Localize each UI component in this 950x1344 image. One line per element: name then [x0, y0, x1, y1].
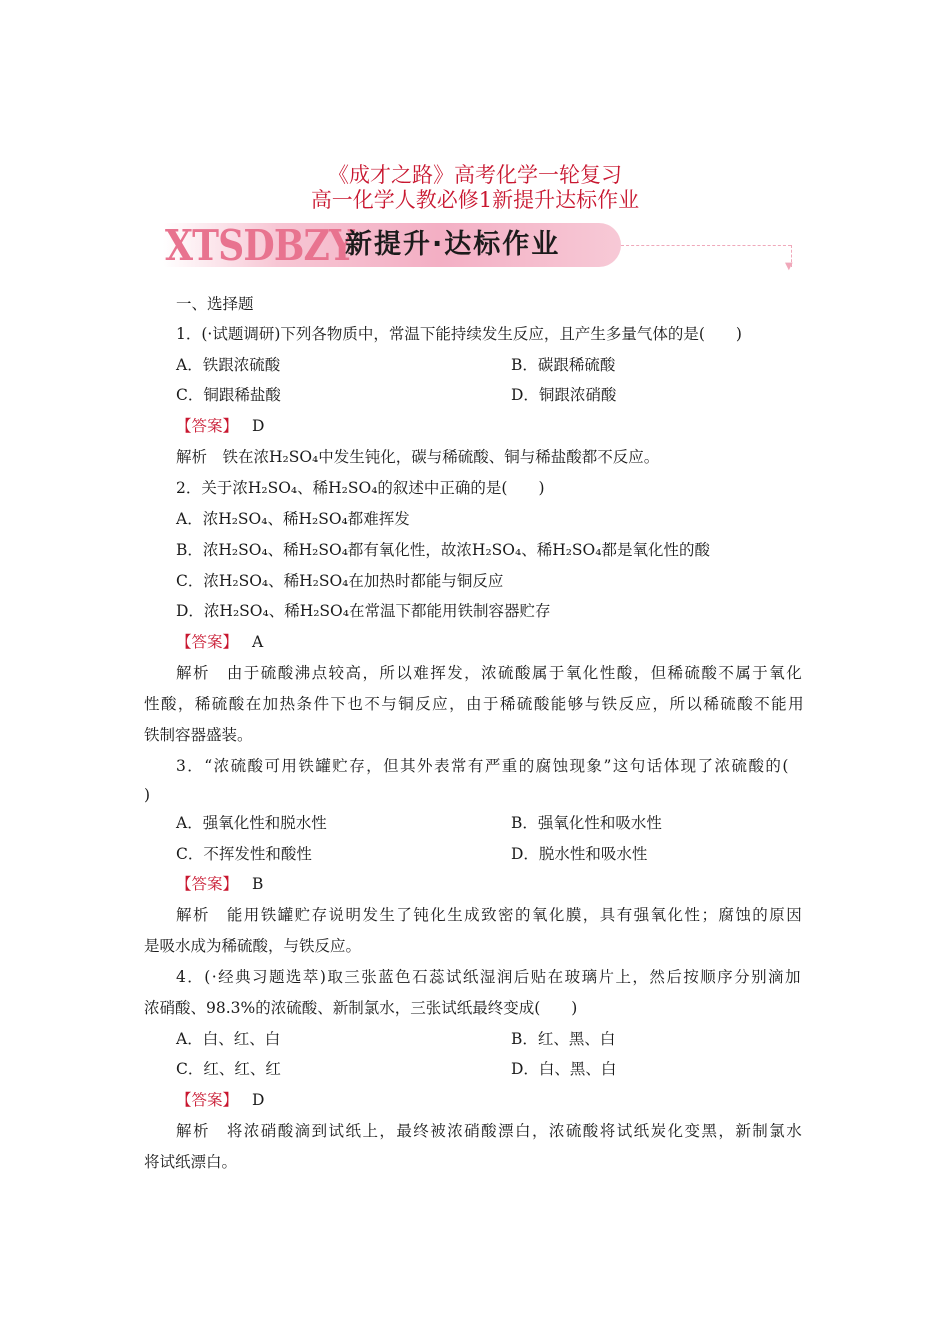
q3-option-d: D．脱水性和吸水性 [511, 845, 648, 863]
q2-stem: 2．关于浓H₂SO₄、稀H₂SO₄的叙述中正确的是( ) [176, 479, 545, 497]
q2-analysis-line-2: 性酸，稀硫酸在加热条件下也不与铜反应，由于稀硫酸能够与铁反应，所以稀硫酸不能用 [144, 695, 806, 713]
banner-code: XTSDBZY [165, 221, 354, 270]
q1-option-a: A．铁跟浓硫酸 [176, 356, 281, 374]
q3-option-b: B．强氧化性和吸水性 [511, 814, 662, 832]
q1-answer: D [252, 417, 265, 435]
q3-stem-line-1: 3．“浓硫酸可用铁罐贮存，但其外表常有严重的腐蚀现象”这句话体现了浓硫酸的( [176, 757, 790, 775]
q4-option-c: C．红、红、红 [176, 1060, 281, 1078]
q1-option-b: B．碳跟稀硫酸 [511, 356, 616, 374]
title-line-1: 《成才之路》高考化学一轮复习 [328, 163, 622, 187]
section-heading: 一、选择题 [176, 295, 254, 313]
q4-option-d: D．白、黑、白 [511, 1060, 617, 1078]
q1-option-c: C．铜跟稀盐酸 [176, 386, 281, 404]
answer-label: 【答案】 [176, 633, 239, 651]
q2-answer: A [252, 633, 264, 651]
q4-option-b: B．红、黑、白 [511, 1030, 616, 1048]
q1-option-d: D．铜跟浓硝酸 [511, 386, 617, 404]
q4-option-a: A．白、红、白 [176, 1030, 281, 1048]
q2-analysis-line-1: 解析 由于硫酸沸点较高，所以难挥发，浓硫酸属于氧化性酸，但稀硫酸不属于氧化 [176, 664, 804, 682]
q3-stem-line-2: ) [144, 786, 151, 804]
q3-analysis-line-2: 是吸水成为稀硫酸，与铁反应。 [144, 937, 362, 955]
q4-analysis-line-1: 解析 将浓硝酸滴到试纸上，最终被浓硝酸漂白，浓硫酸将试纸炭化变黑，新制氯水 [176, 1122, 804, 1140]
q4-stem-line-1: 4．(·经典习题选萃)取三张蓝色石蕊试纸湿润后贴在玻璃片上，然后按顺序分别滴加 [176, 968, 802, 986]
q4-answer: D [252, 1091, 265, 1109]
answer-label: 【答案】 [176, 1091, 239, 1109]
q1-analysis: 解析 铁在浓H₂SO₄中发生钝化，碳与稀硫酸、铜与稀盐酸都不反应。 [176, 448, 660, 466]
q3-option-c: C．不挥发性和酸性 [176, 845, 312, 863]
answer-label: 【答案】 [176, 875, 239, 893]
q3-answer-row [176, 874, 263, 894]
banner-text: 新提升·达标作业 [345, 229, 561, 260]
q2-analysis-line-3: 铁制容器盛装。 [144, 726, 253, 744]
banner-dashed-line [621, 245, 791, 246]
q4-analysis-line-2: 将试纸漂白。 [144, 1153, 238, 1171]
q2-answer-row [176, 632, 263, 652]
q4-stem-line-2: 浓硝酸、98.3%的浓硫酸、新制氯水，三张试纸最终变成( ) [144, 999, 578, 1017]
q4-answer-row [176, 1090, 264, 1110]
q1-answer-row [176, 416, 264, 436]
q2-option-b: B．浓H₂SO₄、稀H₂SO₄都有氧化性，故浓H₂SO₄、稀H₂SO₄都是氧化性的酸 [176, 541, 710, 559]
q2-option-d: D．浓H₂SO₄、稀H₂SO₄在常温下都能用铁制容器贮存 [176, 602, 551, 620]
q3-analysis-line-1: 解析 能用铁罐贮存说明发生了钝化生成致密的氧化膜，具有强氧化性；腐蚀的原因 [176, 906, 804, 924]
answer-label: 【答案】 [176, 417, 239, 435]
q2-option-c: C．浓H₂SO₄、稀H₂SO₄在加热时都能与铜反应 [176, 572, 504, 590]
q2-option-a: A．浓H₂SO₄、稀H₂SO₄都难挥发 [176, 510, 410, 528]
q1-stem: 1．(·试题调研)下列各物质中，常温下能持续发生反应，且产生多量气体的是( ) [176, 325, 742, 343]
q3-answer: B [252, 875, 264, 893]
section-banner [163, 223, 803, 275]
title-line-2: 高一化学人教必修1新提升达标作业 [310, 188, 640, 212]
q3-option-a: A．强氧化性和脱水性 [176, 814, 327, 832]
arrow-down-icon: ▼ [785, 261, 793, 272]
